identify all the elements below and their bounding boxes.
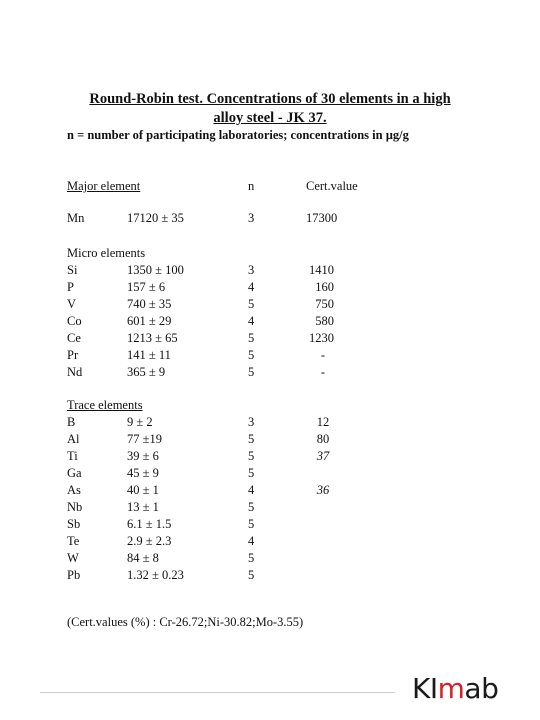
trace-row-cert: 80 [316,432,330,446]
micro-row-value: 740 ± 35 [127,297,172,311]
trace-row-value: 77 ±19 [127,432,162,446]
trace-row-element: Nb [67,500,83,514]
micro-row-n: 5 [248,348,255,362]
trace-row-value: 84 ± 8 [127,551,159,565]
trace-row-n: 5 [248,517,255,531]
title-line-1: Round-Robin test. Concentrations of 30 elements in a high [89,91,451,107]
micro-row-value: 365 ± 9 [127,365,166,379]
trace-row-element: Ga [67,466,82,480]
trace-row-cert: 37 [316,449,330,463]
trace-row-cert: 12 [316,415,330,429]
micro-row-cert: 1230 [309,331,334,345]
trace-row-value: 13 ± 1 [127,500,159,514]
micro-row-value: 1213 ± 65 [127,331,178,345]
micro-row-n: 5 [248,365,255,379]
micro-row-n: 5 [248,331,255,345]
micro-row-cert: 160 [315,280,334,294]
micro-row-element: Ce [67,331,81,345]
document-title [40,90,500,128]
micro-row-value: 601 ± 29 [127,314,172,328]
trace-row-value: 40 ± 1 [127,483,159,497]
trace-row-element: As [67,483,81,497]
micro-row-element: Si [67,263,78,277]
logo-prefix: KI [412,672,438,705]
footer-divider [40,692,395,693]
trace-row-value: 39 ± 6 [127,449,159,463]
trace-row-n: 4 [248,534,255,548]
micro-row-n: 3 [248,263,255,277]
major-element-value: 17120 ± 35 [127,211,184,225]
trace-row-value: 9 ± 2 [127,415,153,429]
trace-row-element: Ti [67,449,78,463]
trace-row-element: Sb [67,517,81,531]
trace-row-n: 5 [248,466,255,480]
title-line-2: alloy steel - JK 37. [213,110,327,126]
kimab-logo [412,674,498,704]
trace-row-element: Pb [67,568,81,582]
trace-row-cert: 36 [316,483,330,497]
micro-elements-heading: Micro elements [67,246,146,260]
trace-row-element: B [67,415,76,429]
micro-row-value: 1350 ± 100 [127,263,184,277]
major-element-name: Mn [67,211,85,225]
trace-elements-heading: Trace elements [67,398,143,412]
trace-row-value: 45 ± 9 [127,466,159,480]
micro-row-cert: 1410 [309,263,334,277]
micro-row-value: 157 ± 6 [127,280,166,294]
micro-row-cert: - [320,348,326,362]
micro-row-element: Co [67,314,82,328]
trace-row-n: 4 [248,483,255,497]
cert-values-footnote: (Cert.values (%) : Cr-26.72;Ni-30.82;Mo-3.55) [67,615,304,629]
header-cert-value: Cert.value [306,179,358,193]
trace-row-n: 3 [248,415,255,429]
micro-row-n: 5 [248,297,255,311]
trace-row-value: 1.32 ± 0.23 [127,568,184,582]
micro-row-cert: - [320,365,326,379]
micro-row-cert: 750 [315,297,334,311]
micro-row-element: P [67,280,74,294]
trace-row-n: 5 [248,568,255,582]
trace-row-n: 5 [248,449,255,463]
header-major-element: Major element [67,179,141,193]
trace-row-element: W [67,551,79,565]
trace-row-value: 2.9 ± 2.3 [127,534,172,548]
micro-row-n: 4 [248,280,255,294]
micro-row-element: V [67,297,77,311]
micro-row-value: 141 ± 11 [127,348,171,362]
major-element-n: 3 [248,211,255,225]
micro-row-element: Pr [67,348,79,362]
trace-row-n: 5 [248,551,255,565]
trace-row-n: 5 [248,432,255,446]
trace-row-value: 6.1 ± 1.5 [127,517,172,531]
micro-row-n: 4 [248,314,255,328]
logo-accent: m [437,672,465,705]
major-element-cert: 17300 [306,211,338,225]
trace-row-n: 5 [248,500,255,514]
subtitle: n = number of participating laboratories; concentrations in µg/g [67,128,409,142]
micro-row-element: Nd [67,365,83,379]
logo-suffix: ab [464,672,499,705]
micro-row-cert: 580 [315,314,334,328]
header-n: n [248,179,255,193]
trace-row-element: Al [67,432,80,446]
trace-row-element: Te [67,534,80,548]
